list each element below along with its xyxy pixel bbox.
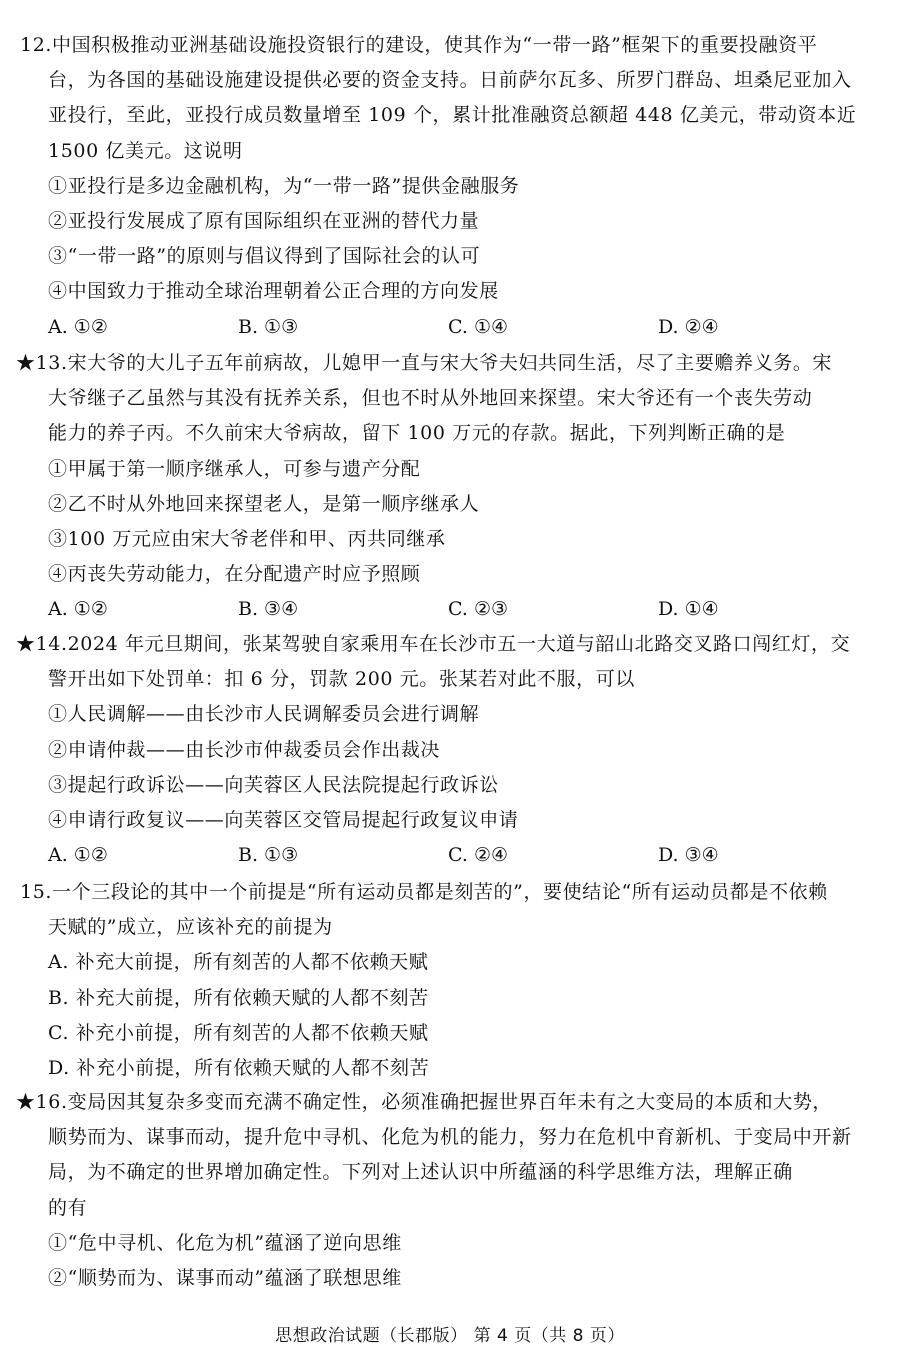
statement-item: ②申请仲裁——由长沙市仲裁委员会作出裁决 (48, 738, 441, 761)
question-stem-line: 台，为各国的基础设施建设提供必要的资金支持。日前萨尔瓦多、所罗门群岛、坦桑尼亚加入 (48, 69, 852, 92)
question-stem-first-line: ★16.变局因其复杂多变而充满不确定性，必须准确把握世界百年未有之大变局的本质和大势， (16, 1091, 833, 1113)
statement-item: ④丙丧失劳动能力，在分配遗产时应予照顾 (48, 563, 421, 586)
answer-option[interactable]: B. ③④ (238, 598, 299, 621)
answer-option[interactable]: A. ①② (48, 844, 108, 867)
question-stem-first-line: 15.一个三段论的其中一个前提是“所有运动员都是刻苦的”，要使结论“所有运动员都是不依赖 (20, 881, 828, 903)
statement-item: C. 补充小前提，所有刻苦的人都不依赖天赋 (48, 1021, 429, 1044)
answer-option[interactable]: B. ①③ (238, 844, 299, 867)
statement-item: ④申请行政复议——向芙蓉区交管局提起行政复议申请 (48, 809, 519, 831)
statement-item: ①“危中寻机、化危为机”蕴涵了逆向思维 (48, 1231, 402, 1254)
answer-option[interactable]: B. ①③ (238, 315, 299, 338)
question-stem-line: 天赋的”成立，应该补充的前提为 (48, 916, 333, 939)
question-stem-line: 顺势而为、谋事而动，提升危中寻机、化危为机的能力，努力在危机中育新机、于变局中开新 (48, 1126, 852, 1149)
question-stem-first-line: 12.中国积极推动亚洲基础设施投资银行的建设，使其作为“一带一路”框架下的重要投融资平 (20, 34, 818, 56)
question-stem-line: 能力的养子丙。不久前宋大爷病故，留下 100 万元的存款。据此，下列判断正确的是 (48, 422, 786, 445)
statement-item: ④中国致力于推动全球治理朝着公正合理的方向发展 (48, 280, 499, 303)
statement-item: ①甲属于第一顺序继承人，可参与遗产分配 (48, 457, 421, 480)
statement-item: A. 补充大前提，所有刻苦的人都不依赖天赋 (48, 951, 429, 974)
answer-option[interactable]: D. ①④ (658, 598, 719, 621)
question-stem-first-line: ★13.宋大爷的大儿子五年前病故，儿媳甲一直与宋大爷夫妇共同生活，尽了主要赡养义务。宋 (16, 352, 833, 374)
question-stem-line: 1500 亿美元。这说明 (48, 139, 243, 162)
statement-item: ①人民调解——由长沙市人民调解委员会进行调解 (48, 703, 480, 726)
statement-item: ②亚投行发展成了原有国际组织在亚洲的替代力量 (48, 210, 480, 232)
answer-option[interactable]: C. ①④ (448, 315, 509, 338)
statement-item: ③“一带一路”的原则与倡议得到了国际社会的认可 (48, 245, 481, 268)
statement-item: ①亚投行是多边金融机构，为“一带一路”提供金融服务 (48, 174, 520, 197)
statement-item: B. 补充大前提，所有依赖天赋的人都不刻苦 (48, 986, 429, 1009)
statement-item: ②乙不时从外地回来探望老人，是第一顺序继承人 (48, 492, 480, 515)
statement-item: ③提起行政诉讼——向芙蓉区人民法院提起行政诉讼 (48, 773, 499, 796)
question-stem-first-line: ★14.2024 年元旦期间，张某驾驶自家乘用车在长沙市五一大道与韶山北路交叉路口闯红灯，交 (16, 633, 851, 655)
answer-option[interactable]: D. ③④ (658, 844, 719, 867)
answer-option[interactable]: C. ②③ (448, 598, 509, 621)
answer-option[interactable]: A. ①② (48, 315, 108, 338)
statement-item: ②“顺势而为、谋事而动”蕴涵了联想思维 (48, 1267, 402, 1289)
question-stem-line: 警开出如下处罚单：扣 6 分，罚款 200 元。张某若对此不服，可以 (48, 668, 635, 691)
answer-option[interactable]: A. ①② (48, 598, 108, 621)
question-stem-line: 的有 (48, 1196, 88, 1219)
statement-item: D. 补充小前提，所有依赖天赋的人都不刻苦 (48, 1057, 430, 1079)
question-stem-line: 亚投行，至此，亚投行成员数量增至 109 个，累计批准融资总额超 448 亿美元，带动资本近 (48, 104, 857, 127)
question-stem-line: 大爷继子乙虽然与其没有抚养关系，但也不时从外地回来探望。宋大爷还有一个丧失劳动 (48, 387, 813, 410)
question-stem-line: 局，为不确定的世界增加确定性。下列对上述认识中所蕴涵的科学思维方法，理解正确 (48, 1161, 793, 1184)
statement-item: ③100 万元应由宋大爷老伴和甲、丙共同继承 (48, 528, 446, 550)
answer-option[interactable]: C. ②④ (448, 844, 509, 867)
page-footer: 思想政治试题（长郡版） 第 4 页（共 8 页） (275, 1326, 625, 1346)
answer-option[interactable]: D. ②④ (658, 315, 719, 338)
